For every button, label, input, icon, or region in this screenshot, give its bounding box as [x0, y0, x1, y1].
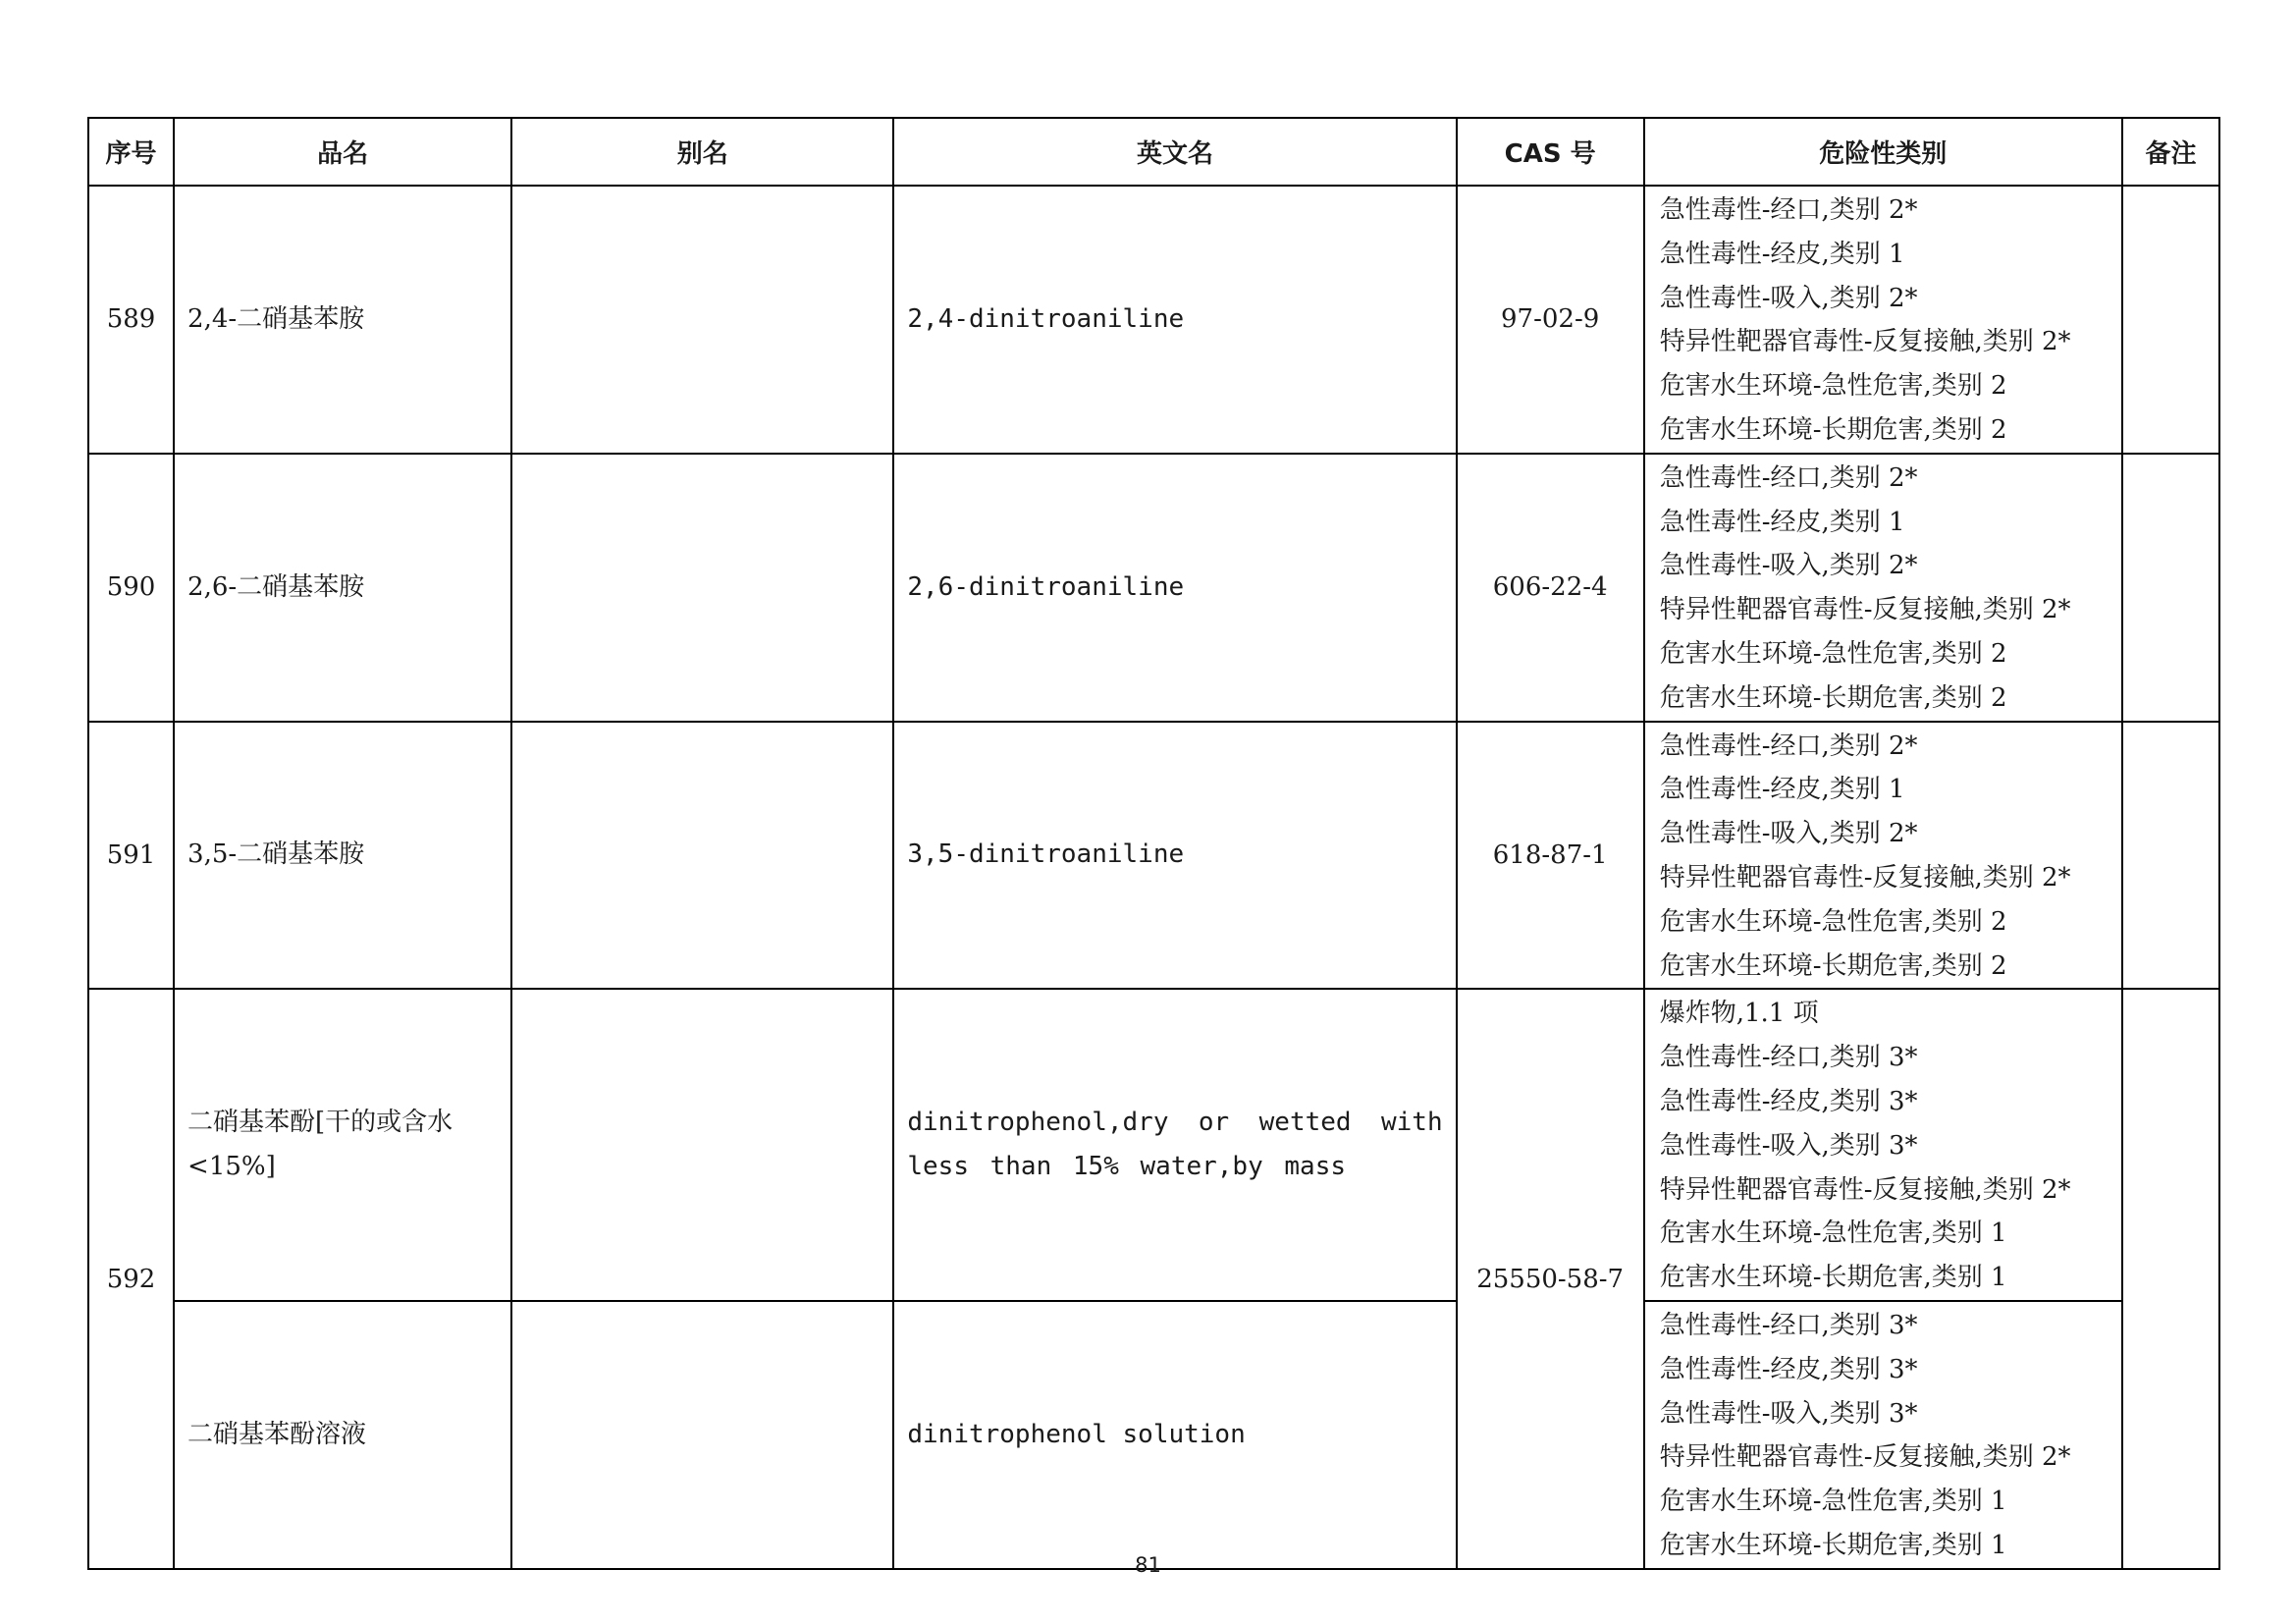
alias-cell — [511, 722, 893, 990]
serial-number-cell: 590 — [88, 454, 174, 722]
hazard-line: 急性毒性-经皮,类别 1 — [1659, 507, 1905, 537]
header-remarks: 备注 — [2122, 118, 2219, 186]
hazard-line: 特异性靶器官毒性-反复接触,类别 2* — [1659, 862, 2071, 893]
hazard-line: 急性毒性-经皮,类别 1 — [1659, 775, 1905, 805]
hazard-line: 爆炸物,1.1 项 — [1659, 999, 1819, 1029]
hazard-line: 特异性靶器官毒性-反复接触,类别 2* — [1659, 595, 2071, 625]
table-row — [88, 454, 2219, 722]
header-product-name: 品名 — [174, 118, 511, 186]
serial-number-cell: 592 — [88, 989, 174, 1568]
serial-number-cell: 589 — [88, 186, 174, 454]
hazard-class-cell — [1644, 989, 2122, 1301]
hazard-line: 危害水生环境-长期危害,类别 1 — [1659, 1263, 2007, 1293]
cas-number-cell: 25550-58-7 — [1457, 989, 1644, 1568]
hazard-line: 急性毒性-经口,类别 3* — [1659, 1310, 1918, 1340]
serial-number-cell: 591 — [88, 722, 174, 990]
hazard-line: 危害水生环境-长期危害,类别 2 — [1659, 414, 2007, 445]
table-row — [88, 1301, 2219, 1569]
cas-number-cell: 618-87-1 — [1457, 722, 1644, 990]
hazard-line: 急性毒性-经口,类别 2* — [1659, 195, 1918, 225]
table-row — [88, 722, 2219, 990]
header-serial-number: 序号 — [88, 118, 174, 186]
hazard-line: 特异性靶器官毒性-反复接触,类别 2* — [1659, 327, 2071, 357]
hazard-line: 危害水生环境-急性危害,类别 2 — [1659, 371, 2007, 402]
hazard-line: 危害水生环境-长期危害,类别 1 — [1659, 1530, 2007, 1560]
hazard-line: 危害水生环境-急性危害,类别 1 — [1659, 1487, 2007, 1517]
product-name-cell: 二硝基苯酚[干的或含水<15%] — [174, 989, 511, 1301]
header-alias: 别名 — [511, 118, 893, 186]
product-name-cell: 二硝基苯酚溶液 — [174, 1301, 511, 1569]
hazard-line: 急性毒性-吸入,类别 2* — [1659, 283, 1918, 313]
hazard-line: 特异性靶器官毒性-反复接触,类别 2* — [1659, 1442, 2071, 1473]
hazard-line: 急性毒性-吸入,类别 3* — [1659, 1398, 1918, 1429]
table-row — [88, 186, 2219, 454]
hazard-line: 急性毒性-吸入,类别 2* — [1659, 551, 1918, 581]
hazard-line: 急性毒性-经口,类别 2* — [1659, 731, 1918, 761]
remarks-cell — [2122, 186, 2219, 454]
hazard-line: 急性毒性-经口,类别 3* — [1659, 1043, 1918, 1073]
cas-number-cell: 606-22-4 — [1457, 454, 1644, 722]
hazard-line: 急性毒性-经皮,类别 3* — [1659, 1086, 1918, 1116]
hazard-class-cell — [1644, 1301, 2122, 1569]
cas-number-cell: 97-02-9 — [1457, 186, 1644, 454]
hazard-line: 急性毒性-吸入,类别 2* — [1659, 819, 1918, 849]
hazard-class-cell — [1644, 454, 2122, 722]
chemical-catalog-table — [87, 117, 2220, 1570]
hazard-line: 危害水生环境-长期危害,类别 2 — [1659, 950, 2007, 981]
product-name-cell: 2,4-二硝基苯胺 — [174, 186, 511, 454]
remarks-cell — [2122, 454, 2219, 722]
english-name-cell: 3,5-dinitroaniline — [893, 722, 1456, 990]
hazard-line: 危害水生环境-长期危害,类别 2 — [1659, 682, 2007, 713]
alias-cell — [511, 1301, 893, 1569]
header-english-name: 英文名 — [893, 118, 1456, 186]
header-hazard-class: 危险性类别 — [1644, 118, 2122, 186]
english-name-cell: dinitrophenol,dry or wetted with less than 15% water,by mass — [893, 989, 1456, 1301]
hazard-line: 急性毒性-吸入,类别 3* — [1659, 1130, 1918, 1161]
hazard-line: 危害水生环境-急性危害,类别 2 — [1659, 638, 2007, 669]
table-header-row — [88, 118, 2219, 186]
table-row — [88, 989, 2219, 1301]
page-number: 81 — [1135, 1553, 1161, 1577]
alias-cell — [511, 454, 893, 722]
hazard-class-cell — [1644, 186, 2122, 454]
english-name-cell: 2,6-dinitroaniline — [893, 454, 1456, 722]
remarks-cell — [2122, 722, 2219, 990]
hazard-line: 急性毒性-经皮,类别 1 — [1659, 239, 1905, 269]
hazard-line: 危害水生环境-急性危害,类别 2 — [1659, 906, 2007, 937]
hazard-line: 特异性靶器官毒性-反复接触,类别 2* — [1659, 1174, 2071, 1205]
alias-cell — [511, 989, 893, 1301]
hazard-line: 急性毒性-经皮,类别 3* — [1659, 1354, 1918, 1384]
alias-cell — [511, 186, 893, 454]
product-name-cell: 2,6-二硝基苯胺 — [174, 454, 511, 722]
header-cas-number: CAS 号 — [1457, 118, 1644, 186]
english-name-cell: dinitrophenol solution — [893, 1301, 1456, 1569]
hazard-class-cell — [1644, 722, 2122, 990]
english-name-cell: 2,4-dinitroaniline — [893, 186, 1456, 454]
hazard-line: 急性毒性-经口,类别 2* — [1659, 462, 1918, 493]
hazard-line: 危害水生环境-急性危害,类别 1 — [1659, 1218, 2007, 1249]
remarks-cell — [2122, 989, 2219, 1568]
product-name-cell: 3,5-二硝基苯胺 — [174, 722, 511, 990]
